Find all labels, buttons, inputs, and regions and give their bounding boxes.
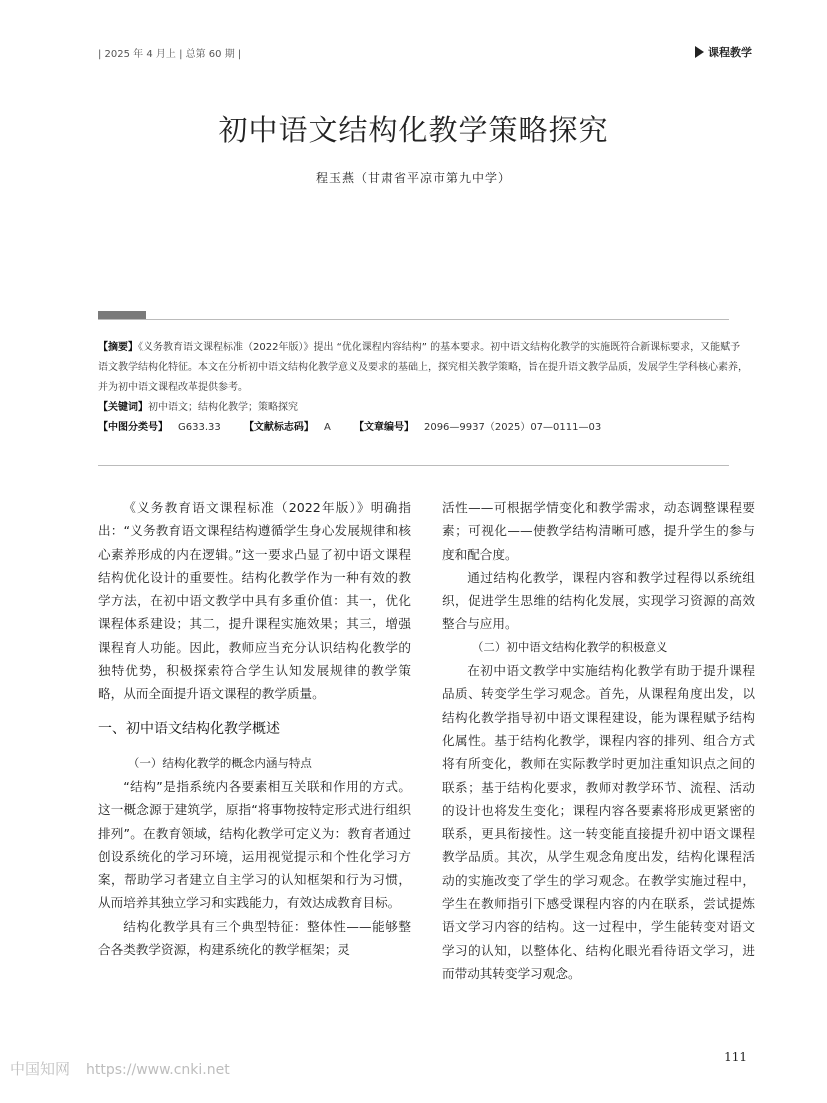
clc-label: 【中图分类号】	[98, 422, 168, 433]
article-no-value: 2096—9937（2025）07—0111—03	[423, 422, 602, 433]
section-heading: 一、初中语文结构化教学概述	[98, 720, 280, 737]
body-paragraph: 结构化教学具有三个典型特征：整体性——能够整合各类教学资源，构建系统化的教学框架；灵	[98, 918, 411, 958]
doc-code-value: A	[323, 422, 331, 433]
keywords-label: 【关键词】	[98, 402, 148, 413]
body-paragraph: “结构”是指系统内各要素相互关联和作用的方式。这一概念源于建筑学，原指“将事物按特定形式进行组织排列”。在教育领域，结构化教学可定义为：教育者通过创设系统化的学习环境，运用视觉提示和个性化学习方案，帮助学习者建立自主学习的认知框架和行为习惯，从而培养其独立学习和实践能力，有效达成教育目标。	[98, 778, 411, 911]
clc-value: G633.33	[178, 422, 221, 433]
subsection-heading: （二）初中语文结构化教学的积极意义	[471, 639, 668, 654]
body-paragraph: 通过结构化教学，课程内容和教学过程得以系统组织，促进学生思维的结构化发展，实现学习资源的高效整合与应用。	[442, 569, 755, 632]
section-arrow-icon	[695, 46, 704, 58]
section-name: 课程教学	[708, 46, 752, 59]
keywords-text: 初中语文；结构化教学；策略探究	[148, 402, 298, 413]
divider-top	[98, 319, 729, 320]
keywords-row	[98, 398, 748, 418]
issue-info: | 2025 年 4 月上 | 总第 60 期 |	[98, 49, 242, 60]
section-label	[695, 44, 752, 60]
abstract-label: 【摘要】	[98, 342, 138, 353]
watermark-url: https://www.cnki.net	[86, 1062, 230, 1078]
decorative-bar	[98, 311, 146, 319]
body-paragraph: 在初中语文教学中实施结构化教学有助于提升课程品质、转变学生学习观念。首先，从课程角度出发，以结构化教学指导初中语文课程建设，能为课程赋予结构化属性。基于结构化教学，课程内容的排列、组合方式将有所变化，教师在实际教学时更加注重知识点之间的联系；基于结构化要求，教师对教学环节、流程、活动的设计也将发生变化；课程内容各要素将形成更紧密的联系，更具衔接性。这一转变能直接提升初中语文课程教学品质。其次，从学生观念角度出发，结构化课程活动的实施改变了学生的学习观念。在教学实施过程中，学生在教师指引下感受课程内容的内在联系，尝试提炼语文学习内容的结构。这一过程中，学生能转变对语文学习的认知，以整体化、结构化眼光看待语文学习，进而带动其转变学习观念。	[442, 663, 755, 981]
cnki-watermark	[10, 1058, 230, 1079]
body-paragraph: 活性——可根据学情变化和教学需求，动态调整课程要素；可视化——使教学结构清晰可感，提升学生的参与度和配合度。	[442, 500, 755, 562]
watermark-brand: 中国知网	[10, 1060, 71, 1078]
abstract-text: 《义务教育语文课程标准（2022年版）》提出 “优化课程内容结构” 的基本要求。初中语文结构化教学的实施既符合新课标要求，又能赋予语文教学结构化特征。本文在分析初中语文结构化教学意义及要求的基础上，探究相关教学策略，旨在提升语文教学品质，发展学生学科核心素养，并为初中语文课程改革提供参考。	[98, 342, 748, 393]
divider-bottom	[98, 465, 729, 466]
abstract-block	[98, 338, 748, 438]
classification-row	[98, 418, 748, 438]
abstract-paragraph	[98, 338, 748, 398]
article-title: 初中语文结构化教学策略探究	[218, 113, 609, 147]
page-number: 111	[724, 1050, 747, 1064]
body-paragraph: 《义务教育语文课程标准（2022年版）》明确指出：“义务教育语文课程结构遵循学生身心发展规律和核心素养形成的内在逻辑。”这一要求凸显了初中语文课程结构优化设计的重要性。结构化教学作为一种有效的教学方法，在初中语文教学中具有多重价值：其一，优化课程体系建设；其二，提升课程实施效果；其三，增强课程育人功能。因此，教师应当充分认识结构化教学的独特优势，积极探索符合学生认知发展规律的教学策略，从而全面提升语文课程的教学质量。	[98, 500, 411, 702]
article-no-label: 【文章编号】	[353, 422, 414, 433]
body-column-right	[442, 496, 755, 985]
doc-code-label: 【文献标志码】	[243, 422, 314, 433]
subsection-heading: （一）结构化教学的概念内涵与特点	[127, 755, 312, 770]
body-column-left	[98, 496, 411, 961]
author-line: 程玉燕（甘肃省平凉市第九中学）	[315, 171, 511, 185]
